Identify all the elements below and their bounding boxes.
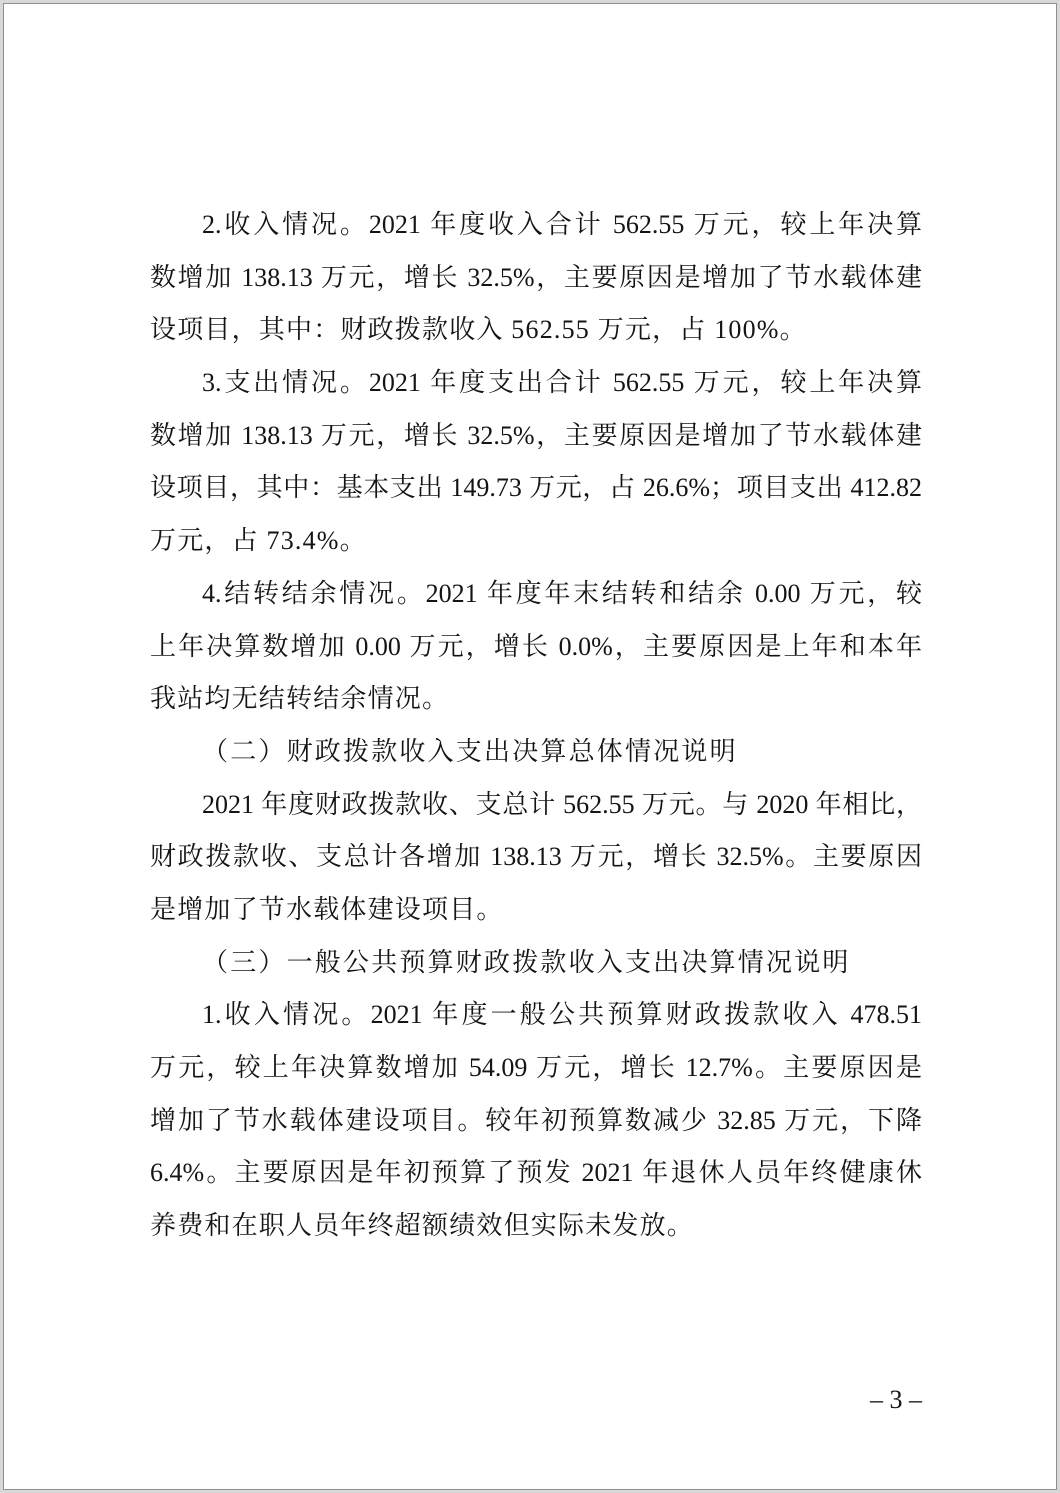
body-line: 数增加 138.13 万元，增长 32.5%，主要原因是增加了节水载体建: [150, 420, 922, 450]
body-line: 上年决算数增加 0.00 万元，增长 0.0%，主要原因是上年和本年: [150, 631, 922, 661]
body-line: 万元，较上年决算数增加 54.09 万元，增长 12.7%。主要原因是: [150, 1053, 922, 1082]
body-line: 万元，占 73.4%。: [150, 526, 367, 556]
paragraph-carryover: [150, 568, 922, 726]
body-line: 2.收入情况。2021 年度收入合计 562.55 万元，较上年决算: [202, 210, 922, 239]
paragraph-income: [150, 199, 922, 357]
body-line: 设项目，其中：基本支出 149.73 万元，占 26.6%；项目支出 412.82: [150, 473, 922, 503]
body-line: 财政拨款收、支总计各增加 138.13 万元，增长 32.5%。主要原因: [150, 842, 922, 872]
document-body: [150, 199, 922, 1253]
body-line: 1.收入情况。2021 年度一般公共预算财政拨款收入 478.51: [202, 1000, 922, 1030]
body-line: 是增加了节水载体建设项目。: [150, 894, 504, 924]
page-number: – 3 –: [870, 1385, 922, 1414]
body-line: 4.结转结余情况。2021 年度年末结转和结余 0.00 万元，较: [202, 578, 922, 608]
section-heading: （三）一般公共预算财政拨款收入支出决算情况说明: [202, 947, 851, 978]
body-line: 增加了节水载体建设项目。较年初预算数减少 32.85 万元，下降: [150, 1105, 922, 1135]
body-line: 数增加 138.13 万元，增长 32.5%，主要原因是增加了节水载体建: [150, 262, 922, 292]
body-line: 3.支出情况。2021 年度支出合计 562.55 万元，较上年决算: [202, 368, 922, 398]
body-line: 6.4%。主要原因是年初预算了预发 2021 年退休人员年终健康休: [150, 1158, 922, 1188]
paragraph-expenditure: [150, 357, 922, 568]
body-line: 2021 年度财政拨款收、支总计 562.55 万元。与 2020 年相比，: [202, 789, 922, 819]
paragraph-general-budget-income: [150, 989, 922, 1252]
paragraph-fiscal-total: [150, 779, 922, 937]
body-line: 养费和在职人员年终超额绩效但实际未发放。: [150, 1211, 695, 1241]
body-line: 我站均无结转结余情况。: [150, 684, 450, 714]
section-heading: （二）财政拨款收入支出决算总体情况说明: [202, 736, 738, 767]
document-page: [3, 3, 1057, 1490]
body-line: 设项目，其中：财政拨款收入 562.55 万元，占 100%。: [150, 315, 807, 345]
